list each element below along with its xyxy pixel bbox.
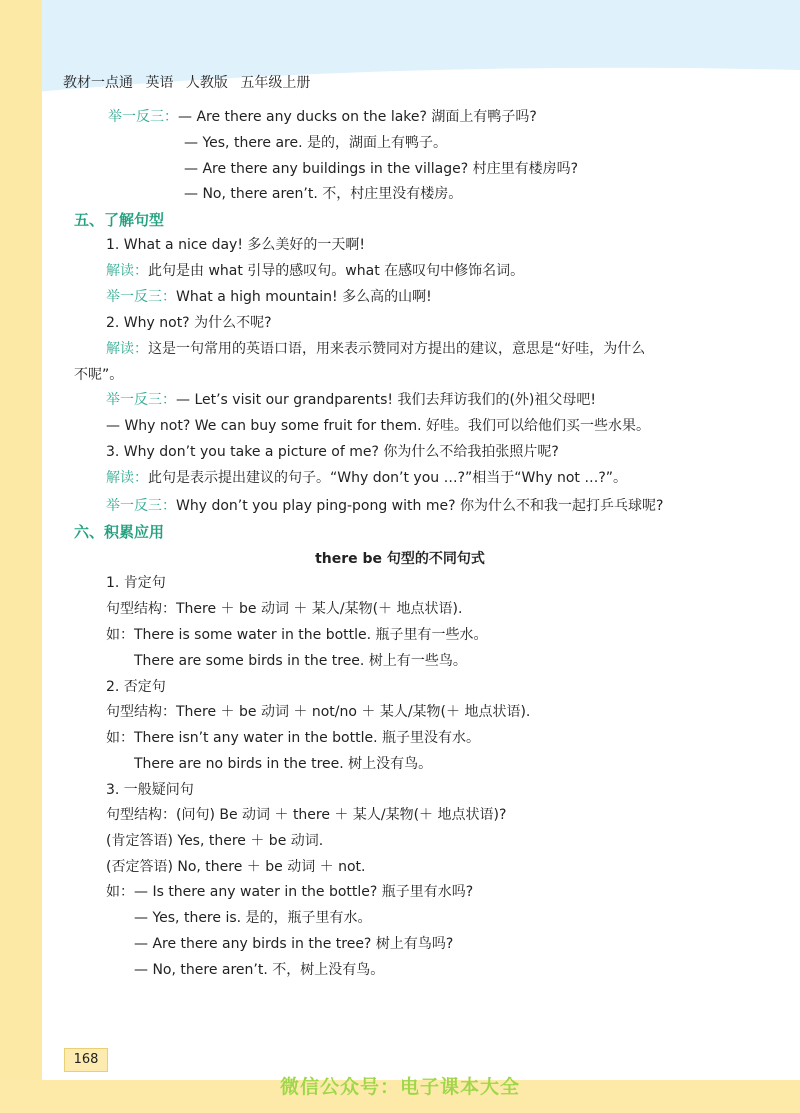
line-text: 此句是表示提出建议的句子。“Why don’t you …?”相当于“Why not …?”。 bbox=[148, 470, 628, 486]
subheading: 1. 肯定句 bbox=[106, 575, 166, 591]
example-line: There are some birds in the tree. 树上有一些鸟。 bbox=[134, 653, 467, 669]
explanation-line-cont: 不呢”。 bbox=[74, 367, 124, 383]
subheading: 2. 否定句 bbox=[106, 679, 166, 695]
example-line: — No, there aren’t. 不，树上没有鸟。 bbox=[134, 962, 385, 978]
section-heading: 五、了解句型 bbox=[74, 211, 165, 229]
line-text: Why don’t you play ping-pong with me? 你为什么不和我一起打乒乓球呢? bbox=[176, 498, 664, 514]
line-text: What a high mountain! 多么高的山啊! bbox=[176, 289, 432, 305]
line-label: 解读： bbox=[106, 263, 148, 279]
example-line: There are no birds in the tree. 树上没有鸟。 bbox=[134, 756, 433, 772]
example-line bbox=[106, 497, 663, 515]
subheading: 3. 一般疑问句 bbox=[106, 782, 194, 798]
answer-line: (肯定答语) Yes, there ＋ be 动词. bbox=[106, 833, 324, 849]
example-line: — Yes, there are. 是的，湖面上有鸭子。 bbox=[184, 135, 447, 151]
line-label: 解读： bbox=[106, 341, 148, 357]
section-heading: 六、积累应用 bbox=[74, 523, 165, 541]
explanation-line bbox=[106, 469, 627, 487]
line-label: 举一反三： bbox=[106, 289, 176, 305]
example-line: 如：— Is there any water in the bottle? 瓶子里有水吗? bbox=[106, 884, 474, 900]
example-line: — No, there aren’t. 不，村庄里没有楼房。 bbox=[184, 186, 463, 202]
example-line: — Are there any buildings in the village? 村庄里有楼房吗? bbox=[184, 161, 579, 177]
sentence-line: 3. Why don’t you take a picture of me? 你为什么不给我拍张照片呢? bbox=[106, 444, 559, 460]
watermark: 微信公众号：电子课本大全 bbox=[279, 1076, 520, 1098]
line-label: 举一反三： bbox=[106, 498, 176, 514]
explanation-line bbox=[106, 340, 645, 358]
line-text: 这是一句常用的英语口语，用来表示赞同对方提出的建议，意思是“好哇，为什么 bbox=[148, 341, 646, 357]
sentence-line: 1. What a nice day! 多么美好的一天啊! bbox=[106, 237, 366, 253]
grade: 五年级上册 bbox=[240, 75, 311, 91]
explanation-line bbox=[106, 262, 524, 280]
running-header bbox=[63, 72, 318, 92]
answer-line: (否定答语) No, there ＋ be 动词 ＋ not. bbox=[106, 859, 366, 875]
example-line: 如：There isn’t any water in the bottle. 瓶子里没有水。 bbox=[106, 730, 480, 746]
example-line: — Are there any birds in the tree? 树上有鸟吗? bbox=[134, 936, 454, 952]
example-line bbox=[108, 108, 537, 126]
example-line: — Why not? We can buy some fruit for them. 好哇。我们可以给他们买一些水果。 bbox=[106, 418, 651, 434]
line-text: — Are there any ducks on the lake? 湖面上有鸭子吗? bbox=[178, 109, 537, 125]
line-label: 举一反三： bbox=[106, 392, 176, 408]
example-line: 如：There is some water in the bottle. 瓶子里有一些水。 bbox=[106, 627, 488, 643]
structure-line: 句型结构：There ＋ be 动词 ＋ 某人/某物(＋ 地点状语). bbox=[106, 601, 463, 617]
structure-line: 句型结构：There ＋ be 动词 ＋ not/no ＋ 某人/某物(＋ 地点状语). bbox=[106, 704, 531, 720]
book-name: 教材一点通 bbox=[63, 75, 133, 91]
example-line bbox=[106, 391, 596, 409]
page-number: 168 bbox=[64, 1048, 108, 1072]
line-label: 举一反三： bbox=[108, 109, 178, 125]
edition: 人教版 bbox=[185, 75, 228, 91]
structure-line: 句型结构：(问句) Be 动词 ＋ there ＋ 某人/某物(＋ 地点状语)? bbox=[106, 807, 507, 823]
example-line bbox=[106, 288, 432, 306]
sentence-line: 2. Why not? 为什么不呢? bbox=[106, 315, 272, 331]
line-text: — Let’s visit our grandparents! 我们去拜访我们的(外)祖父母吧! bbox=[176, 392, 597, 408]
center-title: there be 句型的不同句式 bbox=[315, 551, 485, 567]
line-label: 解读： bbox=[106, 470, 148, 486]
line-text: 此句是由 what 引导的感叹句。what 在感叹句中修饰名词。 bbox=[148, 263, 525, 279]
subject: 英语 bbox=[145, 75, 174, 91]
example-line: — Yes, there is. 是的，瓶子里有水。 bbox=[134, 910, 372, 926]
